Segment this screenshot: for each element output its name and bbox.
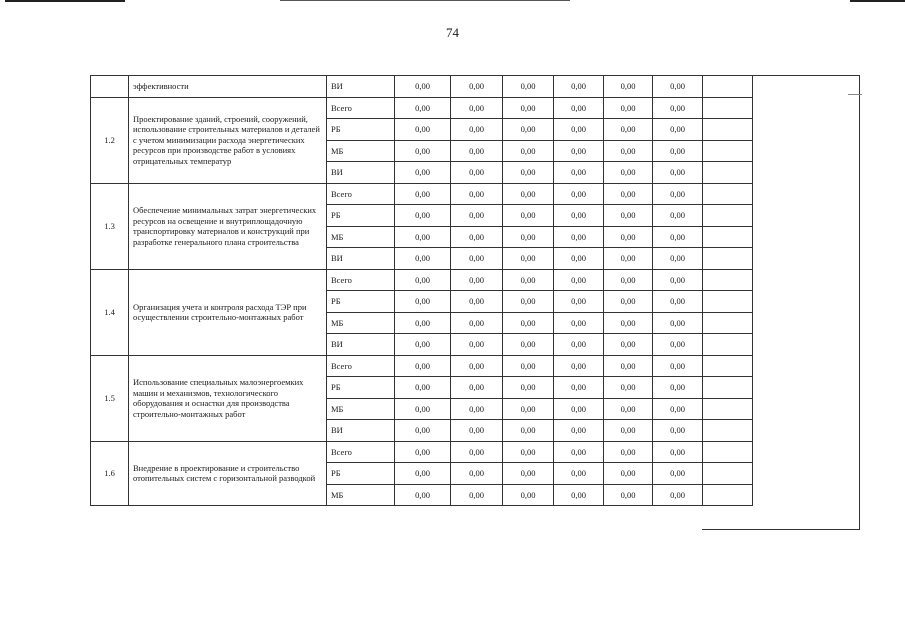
value-cell: 0,00: [395, 463, 451, 485]
value-cell: 0,00: [604, 205, 653, 227]
section-code: 1.5: [91, 355, 129, 441]
value-cell: 0,00: [653, 334, 703, 356]
value-cell: 0,00: [653, 140, 703, 162]
value-cell: 0,00: [395, 334, 451, 356]
empty-cell: [703, 377, 753, 399]
value-cell: 0,00: [554, 441, 604, 463]
value-cell: 0,00: [604, 226, 653, 248]
value-cell: 0,00: [554, 398, 604, 420]
value-cell: 0,00: [395, 119, 451, 141]
empty-cell: [703, 463, 753, 485]
value-cell: 0,00: [653, 441, 703, 463]
value-cell: 0,00: [451, 355, 503, 377]
value-cell: 0,00: [503, 398, 554, 420]
value-cell: 0,00: [653, 398, 703, 420]
table-row: [91, 355, 753, 377]
section-description: Проектирование зданий, строений, сооружений, использование строительных материалов и деталей с учетом минимизации расхода энергетических ресурсов при производстве работ в условиях отрицательных температур: [129, 97, 327, 183]
value-cell: 0,00: [451, 334, 503, 356]
value-cell: 0,00: [554, 97, 604, 119]
value-cell: 0,00: [395, 226, 451, 248]
value-cell: 0,00: [653, 377, 703, 399]
value-cell: 0,00: [451, 377, 503, 399]
funding-source: МБ: [327, 140, 395, 162]
value-cell: 0,00: [451, 269, 503, 291]
value-cell: 0,00: [653, 484, 703, 506]
value-cell: 0,00: [395, 420, 451, 442]
value-cell: 0,00: [554, 76, 604, 98]
value-cell: 0,00: [503, 291, 554, 313]
funding-source: ВИ: [327, 248, 395, 270]
empty-cell: [703, 269, 753, 291]
value-cell: 0,00: [554, 355, 604, 377]
value-cell: 0,00: [395, 248, 451, 270]
funding-source: МБ: [327, 226, 395, 248]
value-cell: 0,00: [503, 76, 554, 98]
funding-source: ВИ: [327, 334, 395, 356]
value-cell: 0,00: [451, 420, 503, 442]
value-cell: 0,00: [451, 205, 503, 227]
empty-cell: [703, 355, 753, 377]
value-cell: 0,00: [604, 291, 653, 313]
value-cell: 0,00: [503, 205, 554, 227]
section-code: 1.6: [91, 441, 129, 506]
funding-source: Всего: [327, 97, 395, 119]
value-cell: 0,00: [604, 377, 653, 399]
value-cell: 0,00: [395, 484, 451, 506]
value-cell: 0,00: [653, 269, 703, 291]
value-cell: 0,00: [604, 140, 653, 162]
value-cell: 0,00: [653, 119, 703, 141]
value-cell: 0,00: [653, 162, 703, 184]
row-description: эффективности: [129, 76, 327, 98]
row-code: [91, 76, 129, 98]
value-cell: 0,00: [604, 334, 653, 356]
value-cell: 0,00: [653, 355, 703, 377]
value-cell: 0,00: [604, 355, 653, 377]
value-cell: 0,00: [503, 248, 554, 270]
value-cell: 0,00: [554, 248, 604, 270]
value-cell: 0,00: [451, 183, 503, 205]
funding-source: МБ: [327, 398, 395, 420]
section-code: 1.4: [91, 269, 129, 355]
value-cell: 0,00: [395, 76, 451, 98]
value-cell: 0,00: [604, 441, 653, 463]
value-cell: 0,00: [653, 463, 703, 485]
section-description: Использование специальных малоэнергоемких машин и механизмов, технологического оборудования и оснастки для производства строительно-монтажных работ: [129, 355, 327, 441]
value-cell: 0,00: [653, 420, 703, 442]
program-table: [90, 75, 753, 506]
value-cell: 0,00: [554, 420, 604, 442]
value-cell: 0,00: [395, 377, 451, 399]
value-cell: 0,00: [395, 355, 451, 377]
section-description: Обеспечение минимальных затрат энергетических ресурсов на освещение и внутриплощадочную транспортировку материалов и конструкций при разработке генерального плана строительства: [129, 183, 327, 269]
empty-cell: [703, 97, 753, 119]
section-code: 1.2: [91, 97, 129, 183]
value-cell: 0,00: [395, 183, 451, 205]
section-description: Внедрение в проектирование и строительство отопительных систем с горизонтальной разводкой: [129, 441, 327, 506]
value-cell: 0,00: [604, 97, 653, 119]
value-cell: 0,00: [451, 441, 503, 463]
value-cell: 0,00: [395, 312, 451, 334]
value-cell: 0,00: [451, 484, 503, 506]
value-cell: 0,00: [554, 291, 604, 313]
table-row: [91, 76, 753, 98]
value-cell: 0,00: [554, 183, 604, 205]
empty-cell: [703, 291, 753, 313]
empty-cell: [703, 119, 753, 141]
value-cell: 0,00: [554, 205, 604, 227]
funding-source: РБ: [327, 463, 395, 485]
value-cell: 0,00: [451, 226, 503, 248]
empty-cell: [703, 76, 753, 98]
value-cell: 0,00: [554, 312, 604, 334]
value-cell: 0,00: [554, 119, 604, 141]
value-cell: 0,00: [451, 140, 503, 162]
value-cell: 0,00: [653, 183, 703, 205]
value-cell: 0,00: [451, 312, 503, 334]
funding-source: РБ: [327, 377, 395, 399]
empty-cell: [703, 226, 753, 248]
empty-cell: [703, 162, 753, 184]
value-cell: 0,00: [395, 205, 451, 227]
table-body: [91, 76, 753, 506]
value-cell: 0,00: [503, 420, 554, 442]
value-cell: 0,00: [503, 441, 554, 463]
funding-source: РБ: [327, 205, 395, 227]
value-cell: 0,00: [503, 140, 554, 162]
table-row: [91, 183, 753, 205]
value-cell: 0,00: [503, 463, 554, 485]
value-cell: 0,00: [503, 312, 554, 334]
scan-top-line: [280, 0, 570, 1]
value-cell: 0,00: [395, 291, 451, 313]
table-row: [91, 97, 753, 119]
empty-cell: [703, 140, 753, 162]
value-cell: 0,00: [554, 226, 604, 248]
value-cell: 0,00: [503, 226, 554, 248]
scan-mark: [848, 94, 862, 95]
value-cell: 0,00: [451, 248, 503, 270]
value-cell: 0,00: [554, 463, 604, 485]
value-cell: 0,00: [451, 463, 503, 485]
table-row: [91, 441, 753, 463]
funding-source: ВИ: [327, 162, 395, 184]
value-cell: 0,00: [451, 76, 503, 98]
value-cell: 0,00: [503, 183, 554, 205]
value-cell: 0,00: [653, 291, 703, 313]
value-cell: 0,00: [451, 291, 503, 313]
value-cell: 0,00: [653, 205, 703, 227]
value-cell: 0,00: [604, 463, 653, 485]
value-cell: 0,00: [503, 119, 554, 141]
value-cell: 0,00: [395, 398, 451, 420]
value-cell: 0,00: [395, 140, 451, 162]
value-cell: 0,00: [653, 226, 703, 248]
empty-cell: [703, 398, 753, 420]
empty-cell: [703, 248, 753, 270]
value-cell: 0,00: [503, 484, 554, 506]
value-cell: 0,00: [395, 162, 451, 184]
value-cell: 0,00: [395, 441, 451, 463]
value-cell: 0,00: [503, 377, 554, 399]
value-cell: 0,00: [395, 269, 451, 291]
scan-top-line: [850, 0, 905, 2]
empty-cell: [703, 183, 753, 205]
funding-source: МБ: [327, 312, 395, 334]
value-cell: 0,00: [395, 97, 451, 119]
table-row: [91, 269, 753, 291]
funding-source: Всего: [327, 269, 395, 291]
value-cell: 0,00: [451, 398, 503, 420]
value-cell: 0,00: [653, 248, 703, 270]
value-cell: 0,00: [604, 119, 653, 141]
value-cell: 0,00: [554, 484, 604, 506]
empty-cell: [703, 420, 753, 442]
empty-cell: [703, 334, 753, 356]
value-cell: 0,00: [604, 162, 653, 184]
value-cell: 0,00: [653, 76, 703, 98]
funding-source: РБ: [327, 119, 395, 141]
value-cell: 0,00: [604, 398, 653, 420]
funding-source: Всего: [327, 355, 395, 377]
scan-top-line: [5, 0, 125, 2]
value-cell: 0,00: [554, 269, 604, 291]
value-cell: 0,00: [653, 312, 703, 334]
value-cell: 0,00: [604, 484, 653, 506]
value-cell: 0,00: [604, 269, 653, 291]
page-number: 74: [446, 25, 459, 40]
value-cell: 0,00: [503, 162, 554, 184]
value-cell: 0,00: [604, 248, 653, 270]
empty-cell: [703, 441, 753, 463]
value-cell: 0,00: [451, 162, 503, 184]
value-cell: 0,00: [503, 97, 554, 119]
value-cell: 0,00: [604, 76, 653, 98]
value-cell: 0,00: [503, 269, 554, 291]
value-cell: 0,00: [451, 119, 503, 141]
section-description: Организация учета и контроля расхода ТЭР при осуществлении строительно-монтажных работ: [129, 269, 327, 355]
empty-cell: [703, 205, 753, 227]
empty-cell: [703, 312, 753, 334]
empty-cell: [703, 484, 753, 506]
funding-source: РБ: [327, 291, 395, 313]
value-cell: 0,00: [503, 334, 554, 356]
value-cell: 0,00: [554, 377, 604, 399]
funding-source: ВИ: [327, 76, 395, 98]
funding-source: МБ: [327, 484, 395, 506]
value-cell: 0,00: [451, 97, 503, 119]
value-cell: 0,00: [604, 420, 653, 442]
funding-source: ВИ: [327, 420, 395, 442]
value-cell: 0,00: [554, 140, 604, 162]
value-cell: 0,00: [604, 312, 653, 334]
value-cell: 0,00: [503, 355, 554, 377]
funding-source: Всего: [327, 441, 395, 463]
value-cell: 0,00: [554, 334, 604, 356]
funding-source: Всего: [327, 183, 395, 205]
value-cell: 0,00: [604, 183, 653, 205]
value-cell: 0,00: [653, 97, 703, 119]
value-cell: 0,00: [554, 162, 604, 184]
section-code: 1.3: [91, 183, 129, 269]
